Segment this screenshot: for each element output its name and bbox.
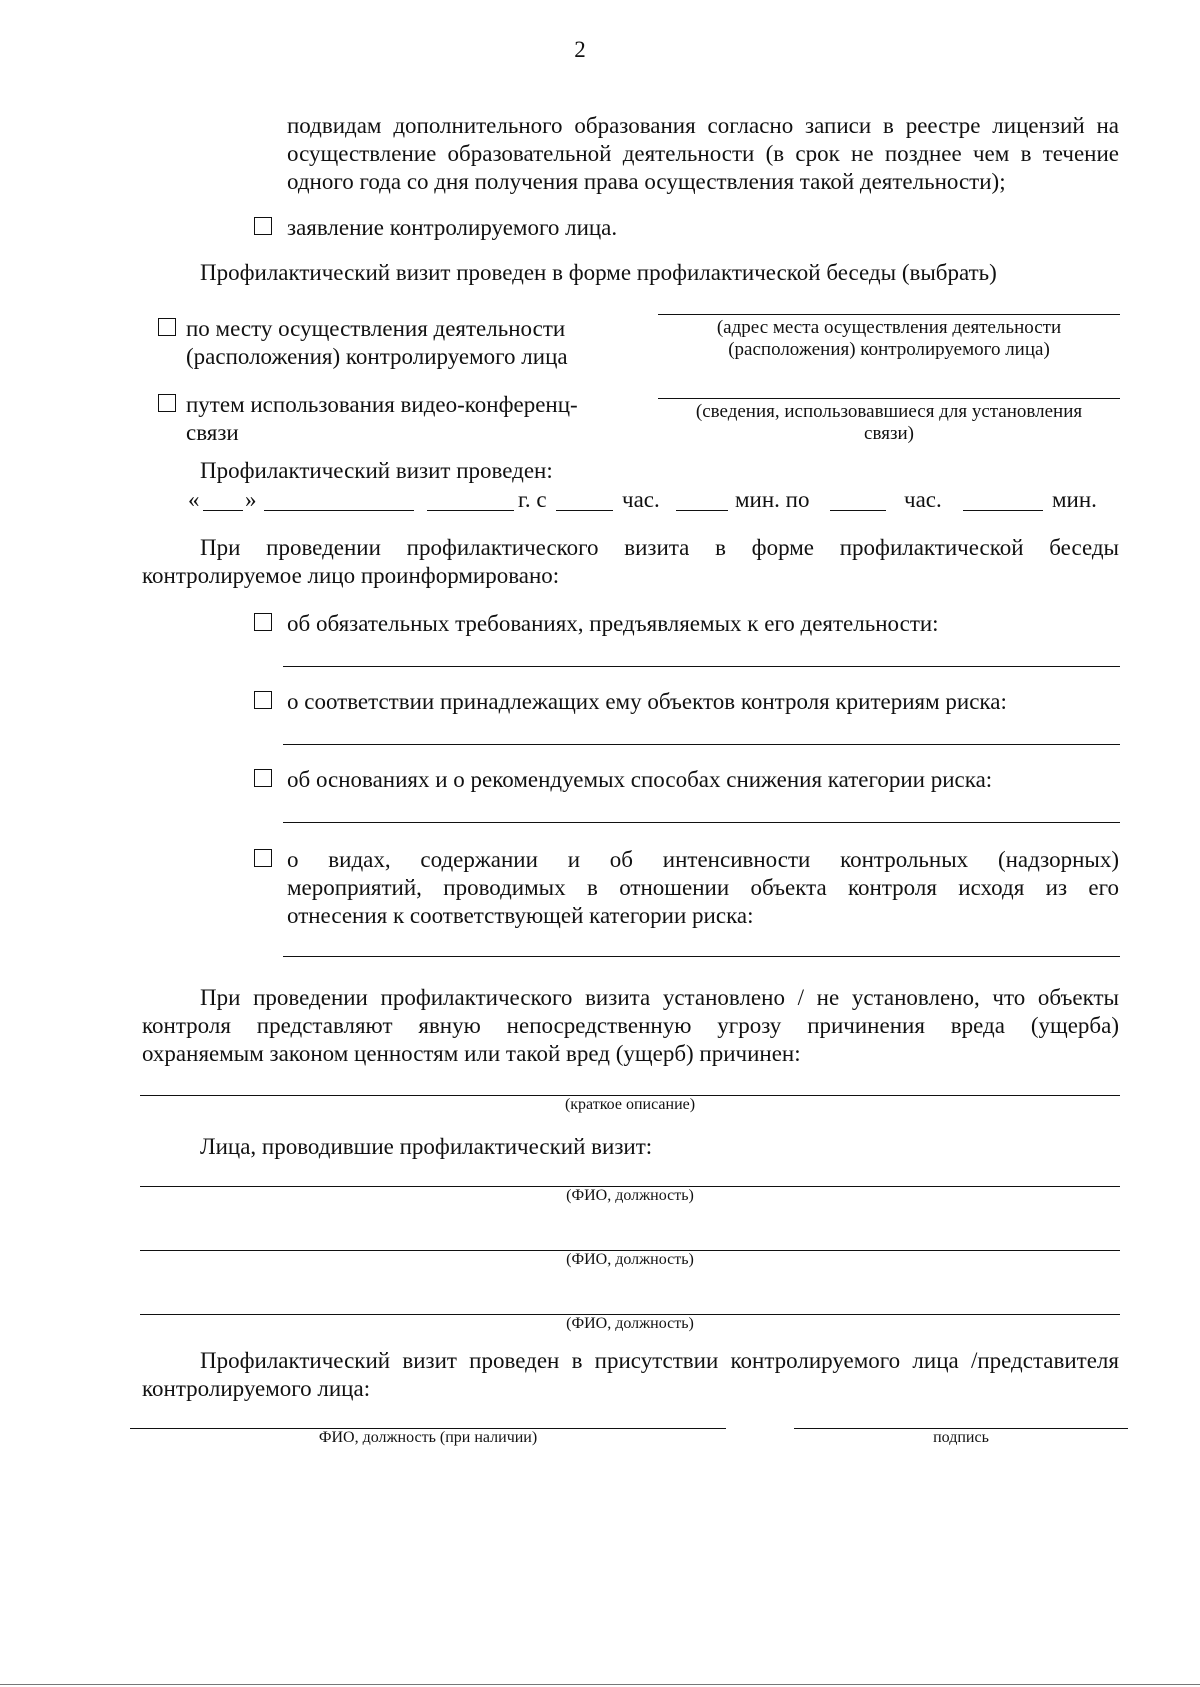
- person-caption: (ФИО, должность): [566, 1187, 694, 1204]
- signature-caption: подпись: [933, 1429, 989, 1446]
- control-kinds-field[interactable]: [283, 956, 1120, 957]
- mandatory-requirements-label: об обязательных требованиях, предъявляемых к его деятельности:: [287, 611, 939, 636]
- address-caption-line: (расположения) контролируемого лица): [728, 339, 1050, 360]
- connection-caption-line: связи): [864, 423, 914, 444]
- informed-line: контролируемое лицо проинформировано:: [142, 563, 560, 588]
- address-caption-line: (адрес места осуществления деятельности: [716, 317, 1062, 338]
- open-quote: «: [188, 487, 200, 512]
- risk-criteria-label: о соответствии принадлежащих ему объектов контроля критериям риска:: [287, 689, 1007, 714]
- continuation-line: одного года со дня получения права осуществления такой деятельности);: [287, 169, 1006, 194]
- continuation-line: осуществление образовательной деятельности (в срок не позднее чем в течение: [287, 141, 1119, 166]
- min-to-field[interactable]: [963, 510, 1043, 511]
- control-kinds-line: отнесения к соответствующей категории риска:: [287, 903, 754, 928]
- representative-name-caption: ФИО, должность (при наличии): [318, 1429, 538, 1446]
- day-field[interactable]: [203, 510, 243, 511]
- person-caption: (ФИО, должность): [566, 1251, 694, 1268]
- year-label: г. с: [518, 487, 547, 512]
- form-heading: Профилактический визит проведен в форме профилактической беседы (выбрать): [200, 260, 997, 285]
- address-caption: [658, 317, 1120, 361]
- checkbox-risk-criteria[interactable]: [254, 691, 272, 709]
- person-caption: (ФИО, должность): [566, 1315, 694, 1332]
- checkbox-risk-reduction[interactable]: [254, 769, 272, 787]
- hour-from-field[interactable]: [556, 510, 613, 511]
- risk-reduction-field[interactable]: [283, 822, 1120, 823]
- option-location-label: [186, 315, 568, 371]
- threat-line: При проведении профилактического визита установлено / не установлено, что объекты: [200, 985, 1119, 1010]
- hour-to-field[interactable]: [830, 510, 886, 511]
- continuation-line: подвидам дополнительного образования согласно записи в реестре лицензий на: [287, 113, 1119, 138]
- hour-to-label: час.: [904, 487, 942, 512]
- persons-heading: Лица, проводившие профилактический визит:: [200, 1134, 653, 1159]
- option-location-line: (расположения) контролируемого лица: [186, 344, 568, 369]
- checkbox-control-kinds[interactable]: [254, 849, 272, 867]
- mandatory-requirements-field[interactable]: [283, 666, 1120, 667]
- checkbox-video[interactable]: [158, 394, 176, 412]
- presence-line: контролируемого лица:: [142, 1376, 371, 1401]
- checkbox-location[interactable]: [158, 318, 176, 336]
- min-from-field[interactable]: [676, 510, 728, 511]
- option-video-line: связи: [186, 420, 239, 445]
- option-location-line: по месту осуществления деятельности: [186, 316, 566, 341]
- threat-paragraph: [142, 984, 1119, 1068]
- page-bottom-edge: [0, 1684, 1200, 1685]
- connection-field-line[interactable]: [658, 398, 1120, 399]
- informed-paragraph: [142, 534, 1119, 590]
- option-video-label: [186, 391, 578, 447]
- continuation-paragraph: [287, 112, 1119, 196]
- month-field[interactable]: [264, 510, 414, 511]
- min-label: мин.: [1052, 487, 1097, 512]
- threat-line: охраняемым законом ценностям или такой вред (ущерб) причинен:: [142, 1041, 801, 1066]
- threat-line: контроля представляют явную непосредственную угрозу причинения вреда (ущерба): [142, 1013, 1119, 1038]
- min-to-label: мин. по: [735, 487, 810, 512]
- checkbox-mandatory-requirements[interactable]: [254, 613, 272, 631]
- informed-line: При проведении профилактического визита в форме профилактической беседы: [200, 535, 1119, 560]
- control-kinds-line: мероприятий, проводимых в отношении объекта контроля исходя из его: [287, 875, 1119, 900]
- hour-from-label: час.: [622, 487, 660, 512]
- checkbox-application[interactable]: [254, 217, 272, 235]
- description-caption: (краткое описание): [564, 1096, 696, 1113]
- presence-line: Профилактический визит проведен в присутствии контролируемого лица /представителя: [200, 1348, 1119, 1373]
- control-kinds-line: о видах, содержании и об интенсивности контрольных (надзорных): [287, 847, 1119, 872]
- year-field[interactable]: [427, 510, 514, 511]
- risk-criteria-field[interactable]: [283, 744, 1120, 745]
- connection-caption: [658, 401, 1120, 445]
- page-number: 2: [574, 37, 586, 62]
- option-video-line: путем использования видео-конференц-: [186, 392, 578, 417]
- visit-time-heading: Профилактический визит проведен:: [200, 458, 553, 483]
- close-quote: »: [245, 487, 257, 512]
- application-label: заявление контролируемого лица.: [287, 215, 618, 240]
- risk-reduction-label: об основаниях и о рекомендуемых способах снижения категории риска:: [287, 767, 993, 792]
- connection-caption-line: (сведения, использовавшиеся для установления: [695, 401, 1083, 422]
- presence-paragraph: [142, 1347, 1119, 1403]
- control-kinds-label: [287, 846, 1119, 930]
- address-field-line[interactable]: [658, 314, 1120, 315]
